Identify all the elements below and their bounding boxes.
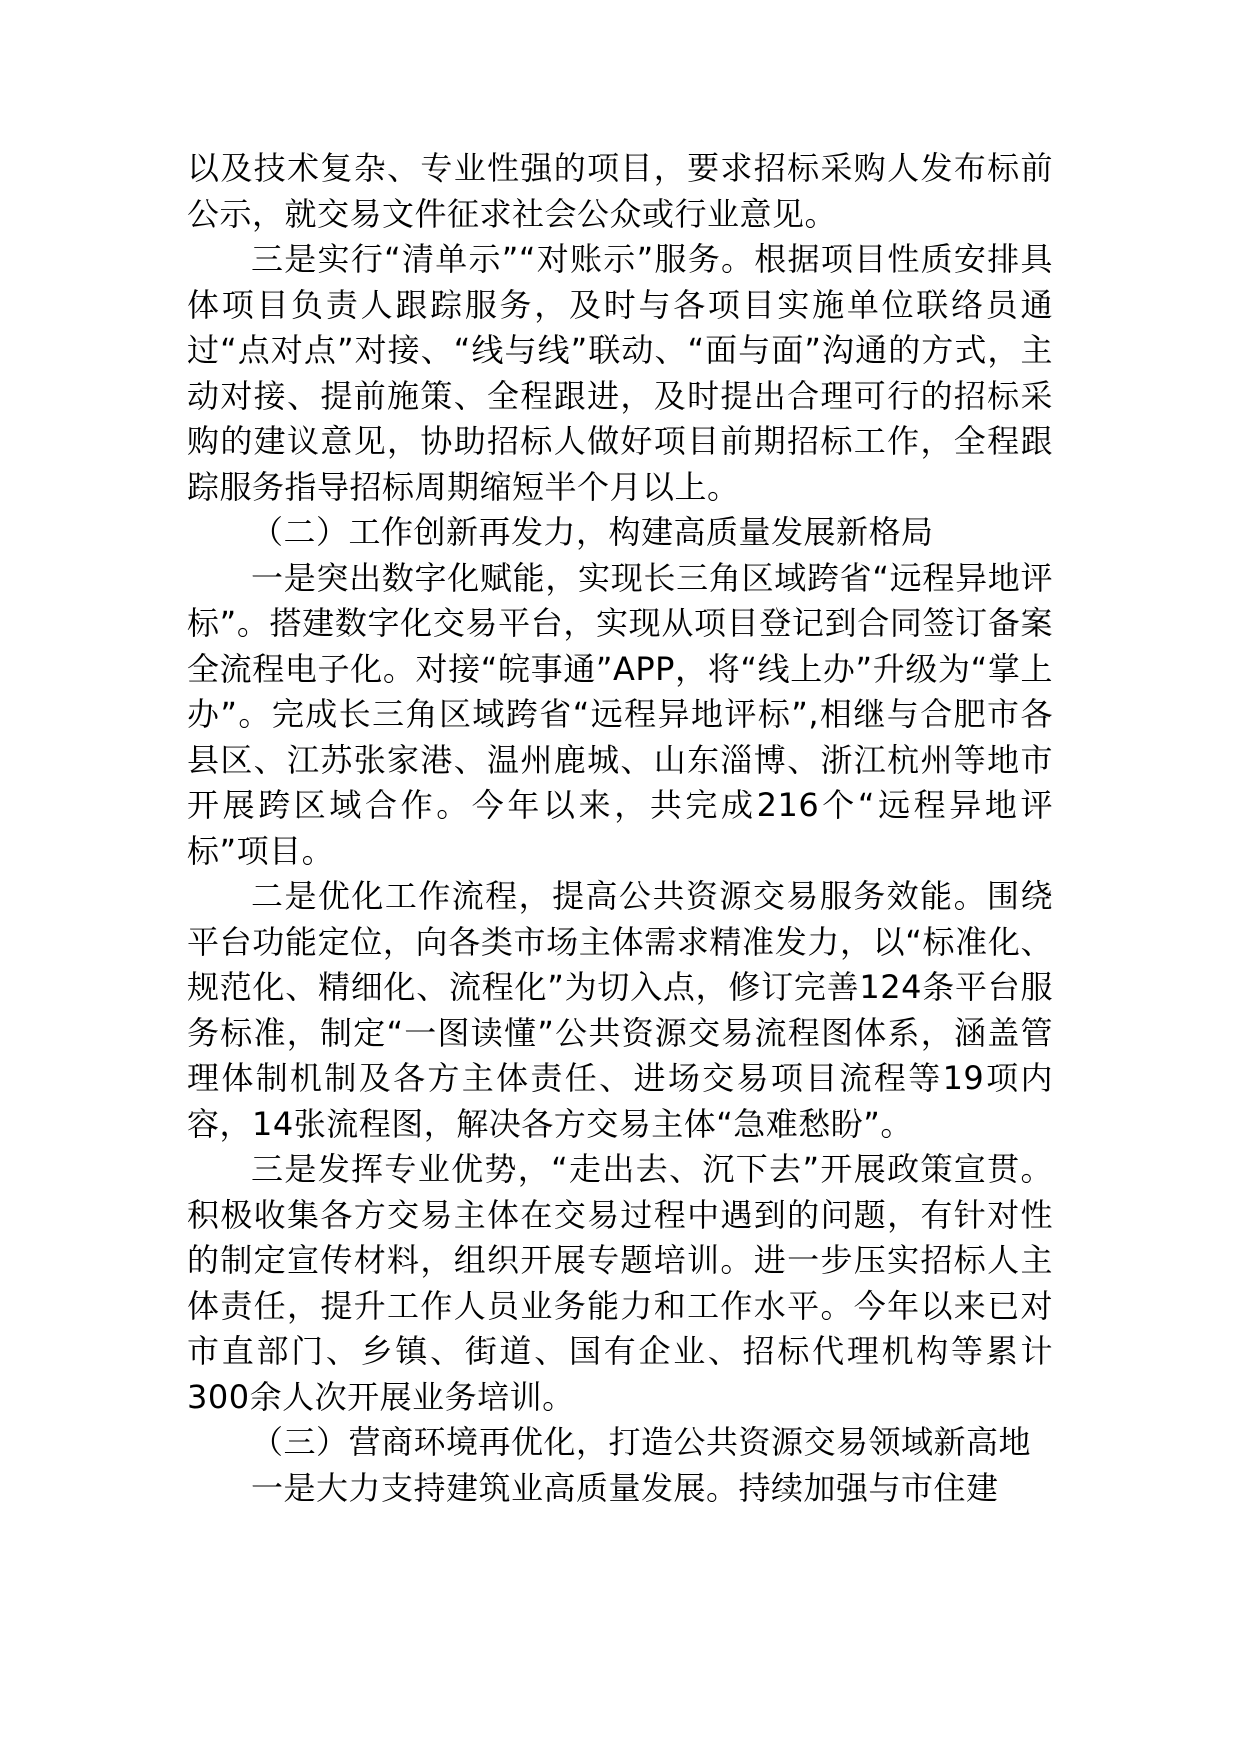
- section-heading-3: （三）营商环境再优化，打造公共资源交易领域新高地: [251, 1423, 1032, 1461]
- paragraph-continuation: 以及技术复杂、专业性强的项目，要求招标采购人发布标前公示，就交易文件征求社会公众或行业意见。: [187, 149, 1053, 233]
- paragraph-digital-empowerment: 一是突出数字化赋能，实现长三角区域跨省“远程异地评标”。搭建数字化交易平台，实现从项目登记到合同签订备案全流程电子化。对接“皖事通”APP，将“线上办”升级为“掌上办”。完成长三角区域跨省“远程异地评标”,相继与合肥市各县区、江苏张家港、温州鹿城、山东淄博、浙江杭州等地市开展跨区域合作。今年以来，共完成216个“远程异地评标”项目。: [187, 558, 1053, 870]
- paragraph-service-list: 三是实行“清单示”“对账示”服务。根据项目性质安排具体项目负责人跟踪服务，及时与各项目实施单位联络员通过“点对点”对接、“线与线”联动、“面与面”沟通的方式，主动对接、提前施策、全程跟进，及时提出合理可行的招标采购的建议意见，协助招标人做好项目前期招标工作，全程跟踪服务指导招标周期缩短半个月以上。: [187, 240, 1053, 506]
- paragraph-optimize-process: 二是优化工作流程，提高公共资源交易服务效能。围绕平台功能定位，向各类市场主体需求精准发力，以“标准化、规范化、精细化、流程化”为切入点，修订完善124条平台服务标准，制定“一图读懂”公共资源交易流程图体系，涵盖管理体制机制及各方主体责任、进场交易项目流程等19项内容，14张流程图，解决各方交易主体“急难愁盼”。: [187, 877, 1053, 1143]
- paragraph-construction-support: 一是大力支持建筑业高质量发展。持续加强与市住建: [251, 1468, 999, 1507]
- document-page: [187, 146, 1053, 1511]
- paragraph-professional-advantage: 三是发挥专业优势，“走出去、沉下去”开展政策宣贯。积极收集各方交易主体在交易过程中遇到的问题，有针对性的制定宣传材料，组织开展专题培训。进一步压实招标人主体责任，提升工作人员业务能力和工作水平。今年以来已对市直部门、乡镇、街道、国有企业、招标代理机构等累计300余人次开展业务培训。: [187, 1150, 1053, 1416]
- section-heading-2: （二）工作创新再发力，构建高质量发展新格局: [251, 513, 934, 551]
